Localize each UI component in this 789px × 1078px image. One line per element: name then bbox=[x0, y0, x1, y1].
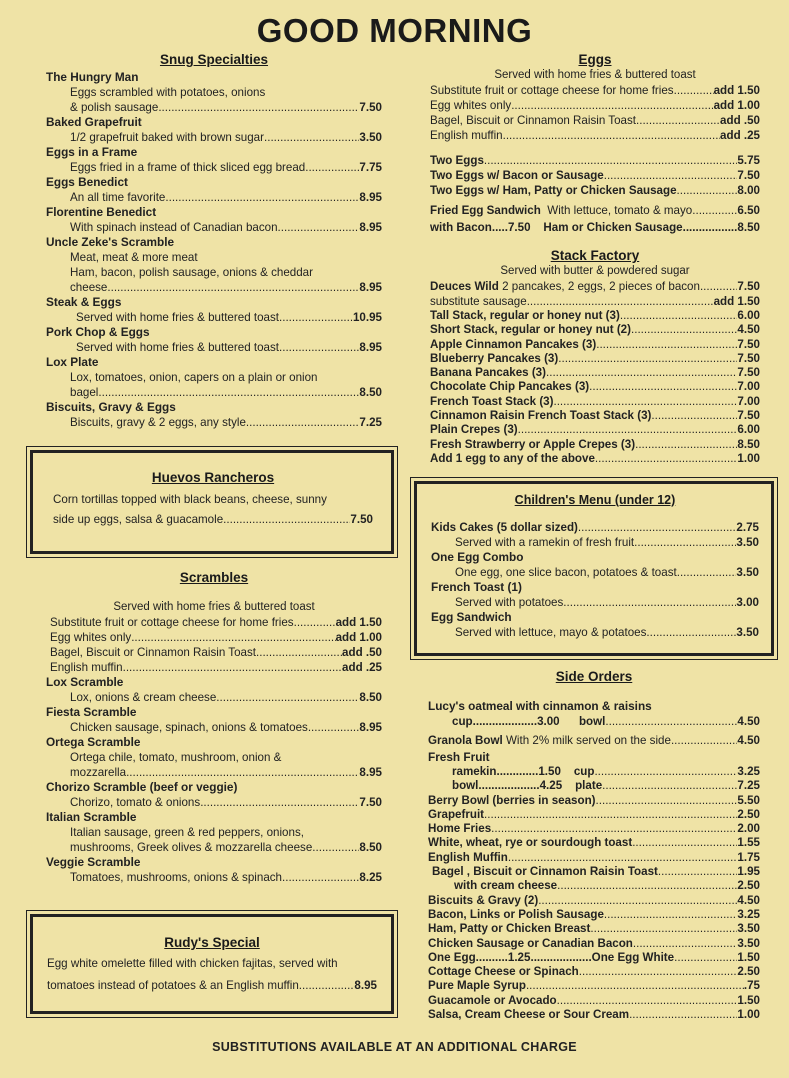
section-subtitle: Served with butter & powdered sugar bbox=[500, 265, 690, 277]
menu-item-line: Lox, onions & cream cheese ..... 8.50 bbox=[46, 690, 382, 705]
addon-line: substitute sausage ..... add 1.50 bbox=[430, 294, 760, 309]
menu-item-line: An all time favorite ..... 8.95 bbox=[46, 190, 382, 205]
item-name: Lucy's oatmeal with cinnamon & raisins bbox=[428, 699, 652, 713]
menu-item-line: Chicken sausage, spinach, onions & tomatoes ..... 8.95 bbox=[46, 720, 382, 735]
menu-item-line: Guacamole or Avocado ..... 1.50 bbox=[428, 994, 760, 1008]
menu-item-line: Granola Bowl With 2% milk served on the side ..... 4.50 bbox=[428, 733, 760, 748]
menu-item-line: Pure Maple Syrup ..... .75 bbox=[428, 979, 760, 993]
section-title: Side Orders bbox=[555, 669, 633, 684]
menu-item-line: Tomatoes, mushrooms, onions & spinach ..... 8.25 bbox=[46, 870, 382, 885]
menu-item-line: cup .................... 3.00 bowl ..... 4.50 bbox=[428, 714, 760, 729]
menu-item-line: Deuces Wild 2 pancakes, 2 eggs, 2 pieces of bacon ..... 7.50 bbox=[430, 279, 760, 294]
menu-item-line: bagel ..... 8.50 bbox=[46, 385, 382, 400]
menu-item-line: Grapefruit ..... 2.50 bbox=[428, 808, 760, 822]
menu-item-line: cheese ..... 8.95 bbox=[46, 280, 382, 295]
addon-line: English muffin ..... add .25 bbox=[430, 128, 760, 143]
menu-item-line: Bagel , Biscuit or Cinnamon Raisin Toast ..... 1.95 bbox=[428, 865, 760, 879]
menu-item-line: Fresh Strawberry or Apple Crepes (3) ..... 8.50 bbox=[430, 438, 760, 452]
item-desc: Lox, tomatoes, onion, capers on a plain or onion bbox=[70, 371, 318, 384]
menu-item-line: One Egg .......... 1.25 ................... One Egg White ..... 1.50 bbox=[428, 951, 760, 965]
menu-item-line: With spinach instead of Canadian bacon ..... 8.95 bbox=[46, 220, 382, 235]
item-name: Italian Scramble bbox=[46, 810, 137, 824]
section-title: Stack Factory bbox=[550, 248, 640, 263]
item-desc: Eggs scrambled with potatoes, onions bbox=[70, 86, 266, 99]
menu-item-line: & polish sausage ..... 7.50 bbox=[46, 100, 382, 115]
menu-item-line: Blueberry Pancakes (3) ..... 7.50 bbox=[430, 352, 760, 366]
menu-item-line: bowl ................... 4.25 plate ..... 7.25 bbox=[428, 779, 760, 793]
item-name: The Hungry Man bbox=[46, 70, 139, 84]
menu-item-line: 1/2 grapefruit baked with brown sugar ..... 3.50 bbox=[46, 130, 382, 145]
item-name: Fiesta Scramble bbox=[46, 705, 137, 719]
menu-item-line: Fried Egg Sandwich With lettuce, tomato & mayo ..... 6.50 bbox=[430, 203, 760, 218]
item-name: Pork Chop & Eggs bbox=[46, 325, 150, 339]
menu-item-line: Add 1 egg to any of the above ..... 1.00 bbox=[430, 452, 760, 466]
menu-item-line: mozzarella ..... 8.95 bbox=[46, 765, 382, 780]
item-name: Uncle Zeke's Scramble bbox=[46, 235, 175, 249]
addon-line: English muffin ..... add .25 bbox=[50, 660, 382, 675]
item-name: Ortega Scramble bbox=[46, 735, 141, 749]
menu-item-line: Served with home fries & buttered toast ..... 8.95 bbox=[46, 340, 382, 355]
section-title: Scrambles bbox=[179, 570, 249, 585]
menu-item-line: Bacon, Links or Polish Sausage ..... 3.25 bbox=[428, 908, 760, 922]
item-name: Florentine Benedict bbox=[46, 205, 157, 219]
item-desc: Corn tortillas topped with black beans, cheese, sunny bbox=[53, 493, 327, 506]
section-title: Snug Specialties bbox=[159, 52, 269, 67]
item-name: Fresh Fruit bbox=[428, 750, 490, 764]
item-desc: Italian sausage, green & red peppers, onions, bbox=[70, 826, 304, 839]
item-desc: Egg white omelette filled with chicken fajitas, served with bbox=[47, 957, 338, 970]
item-name: Eggs Benedict bbox=[46, 175, 128, 189]
menu-item-line: Two Eggs w/ Ham, Patty or Chicken Sausage ..... 8.00 bbox=[430, 183, 760, 198]
side-orders-section bbox=[428, 669, 760, 1022]
menu-item-line: Chorizo, tomato & onions ..... 7.50 bbox=[46, 795, 382, 810]
rudys-special-box bbox=[30, 914, 394, 1014]
menu-item-line: mushrooms, Greek olives & mozzarella cheese ..... 8.50 bbox=[46, 840, 382, 855]
menu-item-line: Apple Cinnamon Pancakes (3) ..... 7.50 bbox=[430, 338, 760, 352]
item-name: Lox Scramble bbox=[46, 675, 124, 689]
section-title: Huevos Rancheros bbox=[151, 470, 275, 485]
menu-item-line: side up eggs, salsa & guacamole ..... 7.50 bbox=[53, 510, 373, 530]
menu-item-line: Salsa, Cream Cheese or Sour Cream ..... 1.00 bbox=[428, 1008, 760, 1022]
menu-item-line: Served with a ramekin of fresh fruit ..... 3.50 bbox=[431, 535, 759, 550]
item-desc: Ham, bacon, polish sausage, onions & cheddar bbox=[70, 266, 313, 279]
menu-item-line: Home Fries ..... 2.00 bbox=[428, 822, 760, 836]
item-name: Eggs in a Frame bbox=[46, 145, 138, 159]
item-name: Chorizo Scramble (beef or veggie) bbox=[46, 780, 238, 794]
menu-item-line: Two Eggs w/ Bacon or Sausage ..... 7.50 bbox=[430, 168, 760, 183]
addon-line: Bagel, Biscuit or Cinnamon Raisin Toast ..... add .50 bbox=[50, 645, 382, 660]
addon-line: Bagel, Biscuit or Cinnamon Raisin Toast ..... add .50 bbox=[430, 113, 760, 128]
menu-item-line: Short Stack, regular or honey nut (2) ..... 4.50 bbox=[430, 323, 760, 337]
section-title: Children's Menu (under 12) bbox=[514, 493, 676, 507]
menu-item-line: Eggs fried in a frame of thick sliced egg bread ..... 7.75 bbox=[46, 160, 382, 175]
item-name: Veggie Scramble bbox=[46, 855, 141, 869]
menu-item-line: Berry Bowl (berries in season) ..... 5.50 bbox=[428, 794, 760, 808]
menu-item-line: Ham, Patty or Chicken Breast ..... 3.50 bbox=[428, 922, 760, 936]
item-name: Egg Sandwich bbox=[431, 610, 512, 624]
addon-line: Substitute fruit or cottage cheese for home fries ..... add 1.50 bbox=[430, 83, 760, 98]
menu-item-line: Biscuits & Gravy (2) ..... 4.50 bbox=[428, 894, 760, 908]
item-name: Lox Plate bbox=[46, 355, 99, 369]
section-subtitle: Served with home fries & buttered toast bbox=[113, 601, 315, 613]
menu-item-line: Chicken Sausage or Canadian Bacon ..... 3.50 bbox=[428, 937, 760, 951]
item-name: One Egg Combo bbox=[431, 550, 524, 564]
menu-item-line: Plain Crepes (3) ..... 6.00 bbox=[430, 423, 760, 437]
menu-item-line: Served with home fries & buttered toast ..... 10.95 bbox=[46, 310, 382, 325]
menu-item-line: Served with lettuce, mayo & potatoes ..... 3.50 bbox=[431, 625, 759, 640]
item-name: Biscuits, Gravy & Eggs bbox=[46, 400, 176, 414]
section-title: Eggs bbox=[578, 52, 612, 67]
menu-item-line: French Toast Stack (3) ..... 7.00 bbox=[430, 395, 760, 409]
addon-line: Egg whites only ..... add 1.00 bbox=[50, 630, 382, 645]
item-name: Steak & Eggs bbox=[46, 295, 122, 309]
menu-item-line: with cream cheese ..... 2.50 bbox=[428, 879, 760, 893]
menu-item-line: Cinnamon Raisin French Toast Stack (3) ..... 7.50 bbox=[430, 409, 760, 423]
section-subtitle: Served with home fries & buttered toast bbox=[494, 69, 696, 81]
menu-item-line: Two Eggs ..... 5.75 bbox=[430, 153, 760, 168]
scrambles-section bbox=[46, 570, 382, 885]
page-title: GOOD MORNING bbox=[256, 12, 533, 49]
addon-line: Egg whites only ..... add 1.00 bbox=[430, 98, 760, 113]
snug-specialties-section bbox=[46, 52, 382, 430]
eggs-section bbox=[430, 52, 760, 235]
addon-line: Substitute fruit or cottage cheese for home fries ..... add 1.50 bbox=[50, 615, 382, 630]
menu-item-line: Banana Pancakes (3) ..... 7.50 bbox=[430, 366, 760, 380]
stack-factory-section bbox=[430, 248, 760, 466]
menu-item-line: Kids Cakes (5 dollar sized) ..... 2.75 bbox=[431, 520, 759, 535]
menu-item-line: tomatoes instead of potatoes & an English muffin ..... 8.95 bbox=[47, 975, 377, 997]
menu-item-line: Tall Stack, regular or honey nut (3) ..... 6.00 bbox=[430, 309, 760, 323]
substitutions-footer: SUBSTITUTIONS AVAILABLE AT AN ADDITIONAL CHARGE bbox=[212, 1040, 577, 1054]
menu-item-line: White, wheat, rye or sourdough toast ..... 1.55 bbox=[428, 836, 760, 850]
menu-item-line: Cottage Cheese or Spinach ..... 2.50 bbox=[428, 965, 760, 979]
menu-item-line: Biscuits, gravy & 2 eggs, any style ..... 7.25 bbox=[46, 415, 382, 430]
menu-item-line: Served with potatoes ..... 3.00 bbox=[431, 595, 759, 610]
item-desc: Meat, meat & more meat bbox=[70, 251, 198, 264]
menu-item-line: Chocolate Chip Pancakes (3) ..... 7.00 bbox=[430, 380, 760, 394]
menu-item-line: ramekin ............. 1.50 cup ..... 3.25 bbox=[428, 765, 760, 779]
menu-item-line: English Muffin ..... 1.75 bbox=[428, 851, 760, 865]
item-name: French Toast (1) bbox=[431, 580, 522, 594]
item-desc: Ortega chile, tomato, mushroom, onion & bbox=[70, 751, 282, 764]
menu-item-line: with Bacon ..... 7.50 Ham or Chicken Sausage ..... 8.50 bbox=[430, 220, 760, 235]
item-name: Baked Grapefruit bbox=[46, 115, 142, 129]
childrens-menu-box bbox=[414, 481, 774, 656]
menu-item-line: One egg, one slice bacon, potatoes & toast ..... 3.50 bbox=[431, 565, 759, 580]
section-title: Rudy's Special bbox=[164, 935, 260, 950]
huevos-rancheros-box bbox=[30, 450, 394, 554]
